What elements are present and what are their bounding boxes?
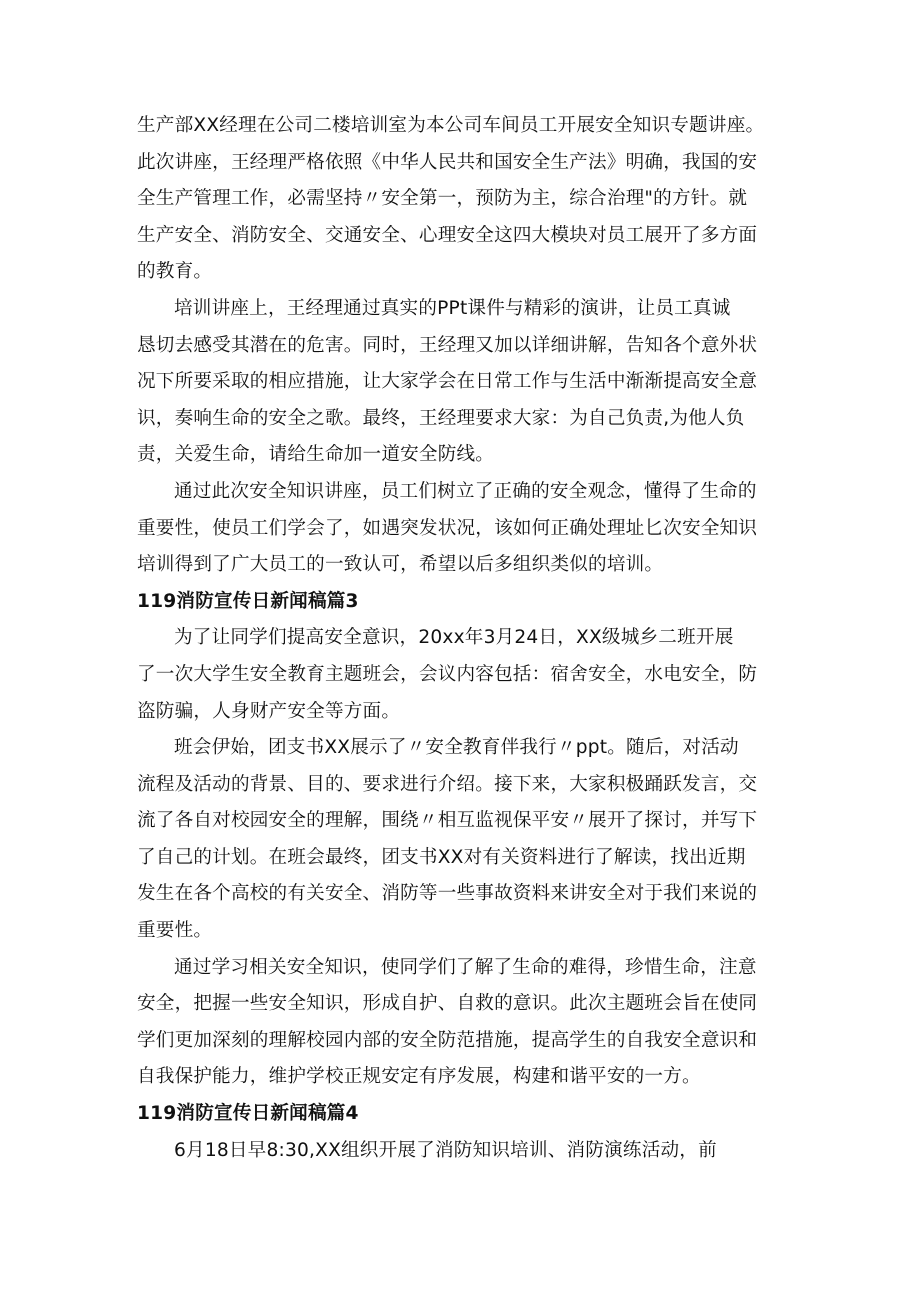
text-line: 恳切去感受其潜在的危害。同时，王经理又加以详细讲解，告知各个意外状 xyxy=(137,334,758,356)
text-line: 培训得到了广大员工的一致认可，希望以后多组织类似的培训。 xyxy=(137,554,664,576)
paragraph-7 xyxy=(137,1133,807,1170)
heading-text: 119消防宣传日新闻稿篇3 xyxy=(137,590,359,612)
paragraph-2 xyxy=(137,291,807,474)
text-line: 为了让同学们提高安全意识，20xx年3月24日，XX级城乡二班开展 xyxy=(174,627,734,649)
section-heading-3 xyxy=(137,584,807,621)
text-line: 流了各自对校园安全的理解，围绕〃相互监视保平安〃展开了探讨，并写下 xyxy=(137,810,758,832)
text-line: 学们更加深刻的理解校园内部的安全防范措施，提高学生的自我安全意识和 xyxy=(137,1029,758,1051)
text-line: 盗防骗，人身财产安全等方面。 xyxy=(137,700,401,722)
text-line: 安全，把握一些安全知识，形成自护、自救的意识。此次主题班会旨在使同 xyxy=(137,993,758,1015)
text-line: 重要性，使员工们学会了，如遇突发状况，该如何正确处理址匕次安全知识 xyxy=(137,517,758,539)
text-line: 通过学习相关安全知识，使同学们了解了生命的难得，珍惜生命，注意 xyxy=(174,956,757,978)
document-body xyxy=(137,108,807,1169)
text-line: 了自己的计划。在班会最终，团支书XX对有关资料进行了解读，找出近期 xyxy=(137,846,746,868)
paragraph-5 xyxy=(137,730,807,950)
text-line: 的教育。 xyxy=(137,261,213,283)
heading-text: 119消防宣传日新闻稿篇4 xyxy=(137,1103,359,1125)
text-line: 自我保护能力，维护学校正规安定有序发展，构建和谐平安的一方。 xyxy=(137,1066,701,1088)
text-line: 生产安全、消防安全、交通安全、心理安全这四大模块对员工展开了多方面 xyxy=(137,224,758,246)
text-line: 责，关爱生命，请给生命加一道安全防线。 xyxy=(137,444,495,466)
paragraph-6 xyxy=(137,950,807,1096)
text-line: 流程及活动的背景、目的、要求进行介绍。接下来，大家积极踊跃发言，交 xyxy=(137,773,758,795)
text-line: 识，奏响生命的安全之歌。最终，王经理要求大家：为自己负责,为他人负 xyxy=(137,407,745,429)
text-line: 重要性。 xyxy=(137,920,213,942)
text-line: 了一次大学生安全教育主题班会，会议内容包括：宿舍安全，水电安全，防 xyxy=(137,663,758,685)
paragraph-3 xyxy=(137,474,807,584)
paragraph-4 xyxy=(137,620,807,730)
text-line: 发生在各个高校的有关安全、消防等一些事故资料来讲安全对于我们来说的 xyxy=(137,883,758,905)
text-line: 6月18日早8:30,XX组织开展了消防知识培训、消防演练活动，前 xyxy=(174,1139,717,1161)
paragraph-1 xyxy=(137,108,807,291)
text-line: 况下所要采取的相应措施，让大家学会在日常工作与生活中渐渐提高安全意 xyxy=(137,371,758,393)
text-line: 此次讲座，王经理严格依照《中华人民共和国安全生产法》明确，我国的安 xyxy=(137,151,758,173)
text-line: 班会伊始，团支书XX展示了〃安全教育伴我行〃ppt。随后，对活动 xyxy=(174,737,739,759)
text-line: 通过此次安全知识讲座，员工们树立了正确的安全观念，懂得了生命的 xyxy=(174,480,757,502)
section-heading-4 xyxy=(137,1096,807,1133)
text-line: 全生产管理工作，必需坚持〃安全第一，预防为主，综合治理"的方针。就 xyxy=(137,188,748,210)
text-line: 培训讲座上，王经理通过真实的PPt课件与精彩的演讲，让员工真诚 xyxy=(174,297,731,319)
text-line: 生产部XX经理在公司二楼培训室为本公司车间员工开展安全知识专题讲座。 xyxy=(137,115,765,136)
